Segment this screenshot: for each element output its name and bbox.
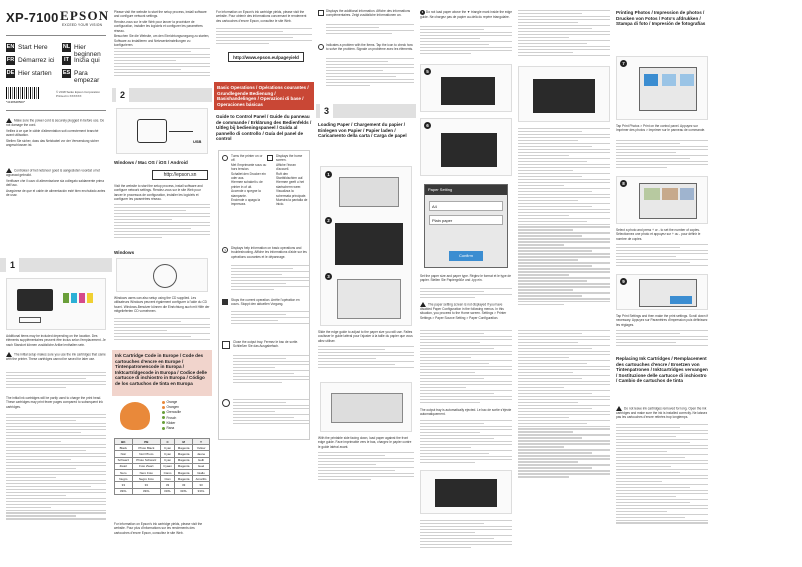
output-tray-illustration <box>420 470 512 514</box>
warning-text: Controleer of het netsnoer goed is aangesloten voordat u het apparaat gebruikt. <box>6 168 100 177</box>
photo-thumbnail[interactable] <box>644 188 660 200</box>
divider <box>6 110 106 111</box>
note-text: Please visit the website to start the setup process, install software and configure network settings. <box>114 10 207 19</box>
lang-code-de: DE <box>6 70 15 76</box>
table-row: Black Photo Black Cyan Magenta Yellow <box>115 445 210 451</box>
step-number-6: 6 <box>424 122 431 129</box>
lang-code-it: IT <box>62 56 71 65</box>
warning-text: Verificare che il cavo di alimentazione sia collegato saldamente prima dell'uso. <box>6 178 104 187</box>
body-lines <box>616 140 708 170</box>
paper-setting-column <box>418 0 514 567</box>
print-button[interactable] <box>670 296 692 304</box>
cover-column <box>0 0 112 567</box>
frog-swatch <box>162 416 165 419</box>
step-number-2: 2 <box>116 88 129 102</box>
epson-sn-url[interactable]: http://epson.sn <box>152 170 208 180</box>
body-lines <box>231 311 309 326</box>
initial-cartridges-more: The initial ink cartridges will be partly used to charge the print head. These cartridges may print fewer pages compared to subsequent ink cartridges. <box>6 396 103 409</box>
body-lines <box>231 265 309 292</box>
printer-illustration <box>435 479 497 507</box>
lang-code-en: EN <box>6 44 15 50</box>
cassette-icon <box>337 279 401 319</box>
lang-label-it: Inizia qui <box>74 57 100 64</box>
initial-cartridges-note: The initial setup makes sure you use the ink cartridges that came with the printer. These cartridges cannot be saved for later use. <box>6 352 106 361</box>
body-lines <box>518 128 610 307</box>
right-margin <box>712 0 802 567</box>
replace-warning: Do not leave ink cartridges removed for long. Open the ink cartridges and make sure the ink is installed correctly. Ne laissez pas les cartouches d'encre retirées trop longtemps. <box>616 406 708 420</box>
lang-label-es: Para empezar <box>74 70 100 84</box>
paper-size-text: Set the paper size and paper type. Réglez le format et le type de papier. Stellen Sie Papiergröße und -typ ein. <box>420 274 512 283</box>
printable-side-text: With the printable side facing down, load paper against the front edge guide. Face imprimable vers le bas, chargez le papier contre le guide latéral avant. <box>318 436 412 449</box>
windows-heading: Windows <box>114 250 135 255</box>
substep-number: 3 <box>325 273 332 280</box>
triangle-note: 1 Do not load paper above the ▼ triangle mark inside the edge guide. Ne chargez pas de papier au-delà du repère triangulaire. <box>420 10 512 19</box>
ink-cartridge-icon <box>79 293 85 303</box>
warning-block-1 <box>6 118 106 149</box>
body-lines <box>6 414 106 521</box>
table-row: Negro Negro Foto Cian Magenta Amarillo <box>115 476 210 482</box>
notes-block <box>114 10 210 49</box>
warning-block-2 <box>6 168 106 199</box>
print-photos-tile[interactable] <box>644 74 658 86</box>
print-photos-screen-illustration <box>616 56 708 120</box>
body-lines <box>114 48 210 78</box>
print-settings-illustration <box>616 274 708 310</box>
table-header: C <box>160 439 174 445</box>
body-lines <box>616 330 708 348</box>
tap-print-text: Tap Print Photos > Print on the control panel. Appuyez sur Imprimer des photos > Imprimer sur le panneau de commande. <box>616 124 706 133</box>
body-lines <box>420 520 512 550</box>
table-header: M <box>175 439 193 445</box>
select-photo-text: Select a photo and press + or - to set the number of copies. Sélectionnez une photo et appuyez sur + ou - pour définir le nombre de copies. <box>616 228 701 241</box>
printer-illustration <box>335 223 403 265</box>
language-row-2 <box>6 56 112 65</box>
lang-code-fr: FR <box>6 57 15 63</box>
body-lines <box>420 420 512 465</box>
output-tray-text: The output tray is automatically ejected. Le bac de sortie s'éjecte automatiquement. <box>420 408 512 417</box>
printer-tray-illustration <box>420 118 512 176</box>
usb-label: USB <box>193 139 202 144</box>
box-contents-illustration <box>6 278 106 330</box>
epson-logo: EPSON <box>60 8 110 23</box>
output-tray-icon <box>222 341 230 349</box>
right-margin-column <box>712 0 802 567</box>
body-lines <box>616 244 708 268</box>
table-header: BK <box>115 439 133 445</box>
body-lines <box>326 58 414 88</box>
select-photo-illustration <box>616 176 708 224</box>
printer-open-illustration <box>518 66 610 122</box>
power-description: Turns the printer on or off. Met l'imprimante sous ou hors tension. Schaltet den Drucker ein oder aus. Hiermee schakelt u de printer in of uit. Accende o spegne la stampante. Enciende o apaga la impresora. <box>231 154 267 207</box>
stop-icon <box>222 299 228 305</box>
photo-select-mock <box>639 183 697 219</box>
lang-code-nl: NL <box>62 44 71 50</box>
step1-text: Additional items may be included depending on the location. Des éléments supplémentaires peuvent être inclus selon l'emplacement. Je nach Standort können zusätzliche Artikel enthalten sein. <box>6 334 106 347</box>
paper-cassette-icon <box>331 393 403 423</box>
step-band <box>316 104 416 118</box>
note-text: Rendez-vous sur le site Web pour lancer la procédure de configuration, installer les logiciels et configurer les paramètres réseau. <box>114 20 203 33</box>
setup-body: Visit the website to start the setup process, install software and configure network settings. Rendez-vous sur le site Web pour lancer le processus de configuration, installer les logiciels et configurer les paramètres réseau. <box>114 184 203 202</box>
step-number-9: 9 <box>620 278 627 285</box>
yield-intro: For information on Epson's ink cartridge yields, please visit the website. Pour obtenir des informations concernant le rendement des cartouches d'encre Epson, consultez le site Web. <box>216 10 307 23</box>
basic-ops-column <box>214 0 314 567</box>
body-lines <box>518 330 610 479</box>
paper-config-note: The paper setting screen is not displayed if you have disabled Paper Configuration in the following menus. In this situation, you proceed to the Home screen. Settings > Printer Settings > Paper Source Setting > Paper Configuration. <box>420 302 507 320</box>
control-panel-guide-heading: Guide to Control Panel / Guide du panneau de commande / Erklärung des Bedienfelds / Uitleg bij bedieningspaneel / Guida al pannello di controllo / Guía del panel de control <box>216 114 312 142</box>
stop-description: Stops the current operation. Arrête l'opération en cours. Stoppt den aktuellen Vorgang. <box>231 298 300 307</box>
ink-cartridge-table <box>114 438 210 495</box>
windows-body: Windows users can also setup using the CD supplied. Les utilisateurs Windows peuvent également configurer à l'aide du CD fourni. Windows-Benutzer können die Einrichtung auch mit Hilfe der mitgelieferten CD vornehmen. <box>114 296 210 314</box>
indicator-description: Indicates a problem with the Items. Tap the icon to check how to solve the problem. Signale un problème avec les éléments. <box>326 43 413 52</box>
confirm-button[interactable]: Confirm <box>449 251 483 261</box>
body-lines <box>518 10 610 58</box>
edge-guide-illustration <box>320 382 412 432</box>
warning-text: Make sure the power cord is securely plugged in before use. Do not damage the cord. <box>6 118 105 127</box>
os-heading: Windows / Mac OS / iOS / Android <box>114 160 188 165</box>
display-description: Displays the additional information. Affiche des informations complémentaires. Zeigt zusätzliche Informationen an. <box>326 9 411 18</box>
paper-setting-screen <box>424 184 508 268</box>
frog-swatch <box>162 421 165 424</box>
body-lines <box>616 424 708 525</box>
copy-tile[interactable] <box>662 74 676 86</box>
basic-ops-heading: Basic Operations / Opérations courantes / Grundlegende Bedienung / Basishandelingen / Operazioni di base / Operaciones básicas <box>214 82 314 110</box>
back-description: Close the output tray. Fermez le bac de sortie. Schließen Sie das Ausgabefach. <box>233 340 299 349</box>
screen-title: Paper Setting <box>425 185 507 195</box>
printed-in: Printed in XXXXXX <box>56 94 82 98</box>
frog-swatch <box>162 411 165 414</box>
control-panel-guide <box>218 150 310 440</box>
paper-type-field[interactable]: Plain paper <box>429 215 503 225</box>
power-cord-icon <box>19 317 41 323</box>
body-lines <box>420 330 512 405</box>
body-lines <box>216 28 312 46</box>
table-header: PB <box>132 439 160 445</box>
printer-illustration <box>533 79 595 113</box>
computer-icon <box>137 119 167 143</box>
body-lines <box>420 26 512 56</box>
table-header: Y <box>193 439 210 445</box>
lang-label-nl: Hier beginnen <box>74 44 101 58</box>
ink-cartridge-icon <box>87 293 93 303</box>
lang-label-fr: Démarrez ici <box>18 57 55 64</box>
printing-column <box>516 0 612 567</box>
language-row-1 <box>6 43 112 58</box>
printer-illustration <box>17 289 53 311</box>
ink-cartridge-icon <box>71 293 77 303</box>
step-number-5: 5 <box>424 68 431 75</box>
body-lines <box>318 452 414 482</box>
printer-illustration <box>441 133 497 167</box>
photo-thumbnail[interactable] <box>680 188 694 200</box>
frog-swatch <box>162 427 165 430</box>
body-lines <box>114 204 210 240</box>
divider <box>6 35 106 36</box>
orange-swatch <box>162 401 165 404</box>
print-settings-mock <box>639 279 697 307</box>
ink-cartridge-icon <box>63 293 69 303</box>
cartridge-code-heading: Ink Cartridge Code in Europe / Code des cartouches d'encre en Europe / Tintenpatronencode in Europa / Inktcartridgecode in Europa / Codice delle cartucce di inchiostro in Europa / Código de los cartuchos de tinta en Europa <box>112 350 212 396</box>
lang-label-de: Hier starten <box>18 70 52 77</box>
model-name: XP-7100 <box>6 10 59 25</box>
step-number-7: 7 <box>620 60 627 67</box>
step-band <box>0 258 112 272</box>
setup-column <box>112 0 212 567</box>
home-screen-mock <box>639 67 697 111</box>
lang-code-es: ES <box>62 70 71 76</box>
table-row-codes: 33 33 33 33 33 <box>115 482 210 488</box>
body-lines <box>326 24 414 36</box>
barcode-number: *4138648500* <box>6 100 26 104</box>
alert-icon <box>318 44 324 50</box>
cd-icon <box>153 264 177 288</box>
power-icon <box>222 155 228 161</box>
table-row: Zwart Foto Zwart Cyaan Magenta Geel <box>115 463 210 469</box>
cable-line <box>169 131 193 132</box>
substep-number: 1 <box>325 171 332 178</box>
scan-tile[interactable] <box>680 74 694 86</box>
table-row: Noir Noir Photo Cyan Magenta Jaune <box>115 451 210 457</box>
body-lines <box>420 288 512 300</box>
color-list: Orange Orangen Grenouille Frosch Kikker Rana <box>162 400 181 431</box>
warning-text: Stellen Sie sicher, dass das Netzkabel vor der Verwendung sicher angeschlossen ist. <box>6 138 99 147</box>
cassette-icon <box>339 177 399 207</box>
step-band <box>112 88 212 102</box>
orange-fruit-icon <box>120 402 150 430</box>
table-row-codes-xl: 33XL 33XL 33XL 33XL 33XL <box>115 488 210 494</box>
paper-size-field[interactable]: A4 <box>429 201 503 211</box>
lang-label-en: Start Here <box>18 44 48 51</box>
cd-illustration <box>116 258 208 292</box>
printer-front-illustration <box>420 64 512 112</box>
substep-number: 2 <box>325 217 332 224</box>
language-row-3 <box>6 69 112 84</box>
tagline: EXCEED YOUR VISION <box>62 23 103 27</box>
warning-text: Veillez à ce que le câble d'alimentation soit correctement branché avant utilisation. <box>6 128 99 137</box>
barcode <box>6 87 40 99</box>
orange-swatch <box>162 406 165 409</box>
paper-loading-illustration <box>320 166 412 326</box>
slide-guide-text: Slide the edge guide to adjust to the paper size you will use. Faites coulisser le guide latéral pour l'ajuster à la taille du papier que vous allez utiliser. <box>318 330 413 343</box>
ok-icon <box>222 399 230 407</box>
body-lines <box>233 355 309 385</box>
replacing-ink-heading: Replacing Ink Cartridges / Remplacement des cartouches d'encre / Ersetzen von Tintenpatronen / Inktcartridges vervangen / Sostituzione delle cartucce di inchiostro / Cambio de cartuchos de tinta <box>616 356 708 384</box>
step-number-1: 1 <box>6 258 19 272</box>
help-description: Displays help information on basic operations and troubleshooting. Affiche les informations d'aide sur les opérations courantes et le dépannage. <box>231 246 307 259</box>
loading-paper-heading: Loading Paper / Chargement du papier / Einlegen von Papier / Papier laden / Caricamento della carta / Carga de papel <box>318 122 407 139</box>
print-photos-column <box>614 0 710 567</box>
note-text: Besuchen Sie die Website, um den Einrichtungsvorgang zu starten, Software zu installieren und Netzwerkeinstellungen zu konfigurieren. <box>114 34 210 48</box>
usb-illustration <box>116 108 208 154</box>
body-lines <box>318 346 414 370</box>
printer-illustration <box>441 77 495 105</box>
step-number-3: 3 <box>320 104 333 118</box>
copyright-block <box>56 90 100 98</box>
body-lines <box>6 372 106 390</box>
print-photos-heading: Printing Photos / Impression de photos / Drucken von Fotos / Foto's afdrukken / Stampa di foto / Impresión de fotografías <box>616 10 706 27</box>
home-description: Displays the home screen. Affiche l'écran d'accueil. Ruft den Startbildschirm auf. Hiermee geeft u het startscherm weer. Visualizza la schermata principale. Muestra la pantalla de inicio. <box>276 154 308 207</box>
warning-text: Asegúrese de que el cable de alimentación esté bien enchufado antes de usar. <box>6 188 106 197</box>
body-lines <box>114 318 210 342</box>
yield-footer: For information on Epson's ink cartridge yields, please visit the website. Pour plus d'informations sur les rendements des cartouches d'encre Epson, consultez le site Web. <box>114 522 203 535</box>
step-number-8: 8 <box>620 180 627 187</box>
print-settings-text: Tap Print Settings and then make the print settings. Scroll down if necessary. Appuyez sur Paramètres d'impression puis définissez les réglages. <box>616 314 708 327</box>
help-icon: ? <box>223 248 227 253</box>
table-row: Schwarz Photo Schwarz Cyan Magenta Gelb <box>115 457 210 463</box>
body-lines <box>233 399 309 426</box>
info-icon <box>318 10 324 16</box>
photo-thumbnail[interactable] <box>662 188 678 200</box>
copyright: © 2018 Seiko Epson Corporation <box>56 90 100 94</box>
pageyield-url[interactable]: http://www.epson.eu/pageyield <box>228 52 304 62</box>
home-icon <box>267 155 273 161</box>
loading-paper-column <box>316 0 416 567</box>
table-row: Nero Nero Foto Ciano Magenta Giallo <box>115 469 210 475</box>
